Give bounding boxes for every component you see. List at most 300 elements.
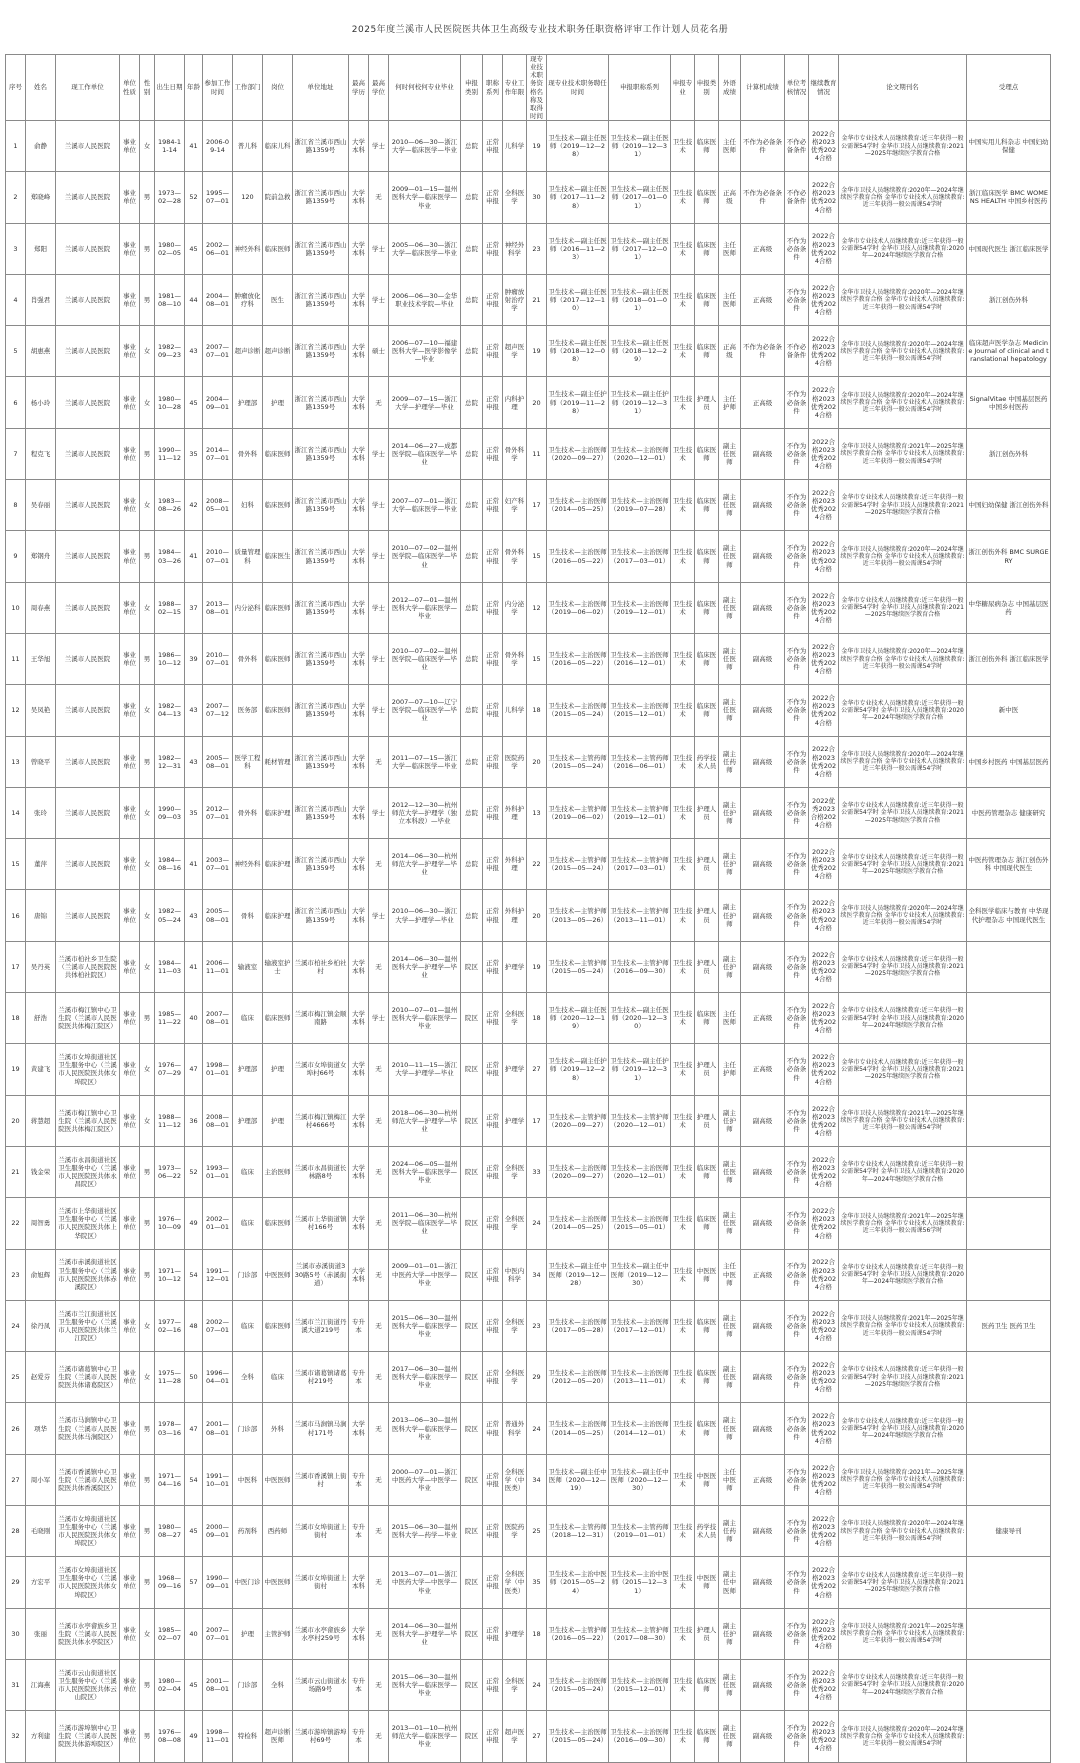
table-cell: 卫生技术 xyxy=(671,377,695,428)
table-cell: 卫生技术—主管护师（2020—09—27） xyxy=(547,1095,609,1146)
table-cell: 43 xyxy=(185,736,203,787)
table-cell: 卫生技术—主治医师（2017—03—01） xyxy=(609,531,671,582)
table-cell: 中医医师 xyxy=(695,1557,719,1608)
table-cell: 2014—06—30—温州医科大学—护理学—毕业 xyxy=(389,941,461,992)
table-cell: 男 xyxy=(140,1711,155,1762)
table-cell: 不作为必备条件 xyxy=(785,1300,809,1351)
table-cell: 专升本 xyxy=(349,1454,369,1505)
table-cell: 临床医生 xyxy=(263,531,293,582)
table-cell: 临床医师 xyxy=(695,1711,719,1762)
table-cell: 金华市卫技人员继续教育:2020年—2024年继续医学教育合格 金华市专业技术人员继续教育:近三年获得一般公需课54学时 xyxy=(839,531,967,582)
table-cell: 1986—10—12 xyxy=(155,633,185,684)
table-cell: 护理部 xyxy=(233,1095,263,1146)
table-cell: 全科 xyxy=(233,1352,263,1403)
table-cell: 4 xyxy=(6,274,26,325)
table-cell: 事业单位 xyxy=(120,1352,140,1403)
table-cell: 男 xyxy=(140,633,155,684)
table-cell: 正常申报 xyxy=(483,1608,503,1659)
table-cell: 不作为必备条件 xyxy=(785,685,809,736)
table-cell: 1995—07—01 xyxy=(203,172,233,223)
table-cell: 卫生技术 xyxy=(671,1352,695,1403)
table-cell: 外科护理 xyxy=(503,787,527,838)
table-cell: 男 xyxy=(140,1198,155,1249)
table-cell: 护理学 xyxy=(503,1608,527,1659)
table-cell: 20 xyxy=(527,377,547,428)
table-cell: 临床儿科 xyxy=(263,121,293,172)
column-header: 申报类别 xyxy=(461,55,483,121)
table-cell: 副高级 xyxy=(741,1300,785,1351)
table-cell: 15 xyxy=(6,839,26,890)
table-cell xyxy=(967,1608,1051,1659)
table-cell: 29 xyxy=(527,1352,547,1403)
table-cell: 正高级 xyxy=(719,172,741,223)
table-cell: 临床医师 xyxy=(695,172,719,223)
table-cell: 卫生技术—副主任医师（2018—12—08） xyxy=(547,326,609,377)
table-cell: 骨外科学 xyxy=(503,531,527,582)
table-cell: 浙江省兰溪市西山路1359号 xyxy=(293,121,349,172)
table-cell: 事业单位 xyxy=(120,1659,140,1710)
table-cell: 兰溪市女埠街道上街村 xyxy=(293,1506,349,1557)
table-cell: 正常申报 xyxy=(483,274,503,325)
table-cell: 护理人员 xyxy=(695,377,719,428)
table-cell: 不作为必备条件 xyxy=(741,121,785,172)
table-cell: 15 xyxy=(527,633,547,684)
table-cell: 浙江创伤外科 浙江临床医学 xyxy=(967,633,1051,684)
table-cell: 41 xyxy=(185,121,203,172)
table-cell: 临床超声医学杂志 Medicine Journal of clinical and translational hepatology xyxy=(967,326,1051,377)
table-cell: 院区 xyxy=(461,1300,483,1351)
table-cell: 2022合格2023优秀2024合格 xyxy=(809,633,839,684)
table-cell: 不作为必备条件 xyxy=(785,839,809,890)
table-cell: 大学本科 xyxy=(349,223,369,274)
table-cell: 兰溪市人民医院 xyxy=(56,582,120,633)
table-cell: 临床医师 xyxy=(263,428,293,479)
table-cell: 金华市专业技术人员继续教育:近三年获得一般公需课54学时 金华市卫技人员继续教育:2020年—2024年继续医学教育合格 xyxy=(839,993,967,1044)
table-cell: 2003—07—01 xyxy=(203,839,233,890)
table-cell: 卫生技术—主治医师（2016—09—30） xyxy=(609,1711,671,1762)
table-cell: 卫生技术—主治医师（2020—12—01） xyxy=(609,1146,671,1197)
table-cell: 不作必备条件 xyxy=(785,121,809,172)
table-cell: 女 xyxy=(140,377,155,428)
table-cell: 金华市专业技术人员继续教育:近三年获得一般公需课54学时 金华市卫技人员继续教育:2021—2025年继续医学教育合格 xyxy=(839,1557,967,1608)
table-cell: 门诊部 xyxy=(233,1659,263,1710)
table-cell: 卫生技术—主管护师（2015—05—24） xyxy=(547,839,609,890)
table-cell: 骨外科 xyxy=(233,633,263,684)
table-cell: 无 xyxy=(369,736,389,787)
table-cell: 卫生技术 xyxy=(671,736,695,787)
table-cell: 正常申报 xyxy=(483,172,503,223)
table-cell: 临床医师 xyxy=(695,1300,719,1351)
table-cell: 浙江省兰溪市西山路1359号 xyxy=(293,377,349,428)
table-cell xyxy=(967,1659,1051,1710)
table-row xyxy=(6,121,1080,172)
table-cell: 兰溪市水亭畲族乡卫生院（兰溪市人民医院医共体水亭院区） xyxy=(56,1608,120,1659)
table-cell: 1976—08—08 xyxy=(155,1711,185,1762)
table-cell: 总院 xyxy=(461,326,483,377)
table-cell: 金华市卫技人员继续教育:2020年—2024年继续医学教育合格 金华市专业技术人员继续教育:近三年获得一般公需课54学时 xyxy=(839,326,967,377)
table-row xyxy=(6,1249,1080,1300)
table-cell: 中国现代医生 浙江临床医学 xyxy=(967,223,1051,274)
table-cell: 副高级 xyxy=(741,582,785,633)
table-cell: 1991—10—01 xyxy=(203,1454,233,1505)
table-cell: 12 xyxy=(527,582,547,633)
table-cell: 男 xyxy=(140,428,155,479)
table-cell: 1978—03—16 xyxy=(155,1403,185,1454)
table-cell: 内分泌学 xyxy=(503,582,527,633)
table-cell: 卫生技术—主管护师（2019—06—02） xyxy=(547,787,609,838)
table-cell: 护理人员 xyxy=(695,1608,719,1659)
table-cell: 女 xyxy=(140,326,155,377)
table-cell: 兰溪市女埠街道上街村 xyxy=(293,1557,349,1608)
table-cell: 2022合格2023优秀2024合格 xyxy=(809,1454,839,1505)
table-cell: 不作为必备条件 xyxy=(785,633,809,684)
table-cell: 2017—06—30—温州医科大学—临床医学—毕业 xyxy=(389,1352,461,1403)
table-cell: 47 xyxy=(185,1044,203,1095)
table-cell: 临床医师 xyxy=(695,480,719,531)
table-cell: 临床医师 xyxy=(695,274,719,325)
table-cell: 正高级 xyxy=(741,1454,785,1505)
table-cell: 正常申报 xyxy=(483,531,503,582)
table-cell: 2009—01—15—温州医科大学—临床医学—毕业 xyxy=(389,172,461,223)
table-row xyxy=(6,1352,1080,1403)
table-cell: 副主任医师 xyxy=(719,1711,741,1762)
table-cell: 兰溪市梅江镇中心卫生院（兰溪市人民医院医共体梅江院区） xyxy=(56,1095,120,1146)
table-cell: 副高级 xyxy=(741,1506,785,1557)
table-cell: 金华市专业技术人员继续教育:近三年获得一般公需课54学时 金华市卫技人员继续教育:2021—2025年继续医学教育合格 xyxy=(839,1352,967,1403)
table-cell: 13 xyxy=(6,736,26,787)
table-cell: 35 xyxy=(185,428,203,479)
table-cell: 34 xyxy=(527,1454,547,1505)
column-header: 申报职称系列 xyxy=(609,55,671,121)
table-cell: 兰溪市女埠街道社区卫生服务中心（兰溪市人民医院医共体女埠院区） xyxy=(56,1044,120,1095)
table-cell: 兰溪市赤溪街道330路5号（赤溪街道） xyxy=(293,1249,349,1300)
table-cell xyxy=(967,1095,1051,1146)
table-cell: 2022合格2023优秀2024合格 xyxy=(809,1095,839,1146)
table-cell: 2006-09-14 xyxy=(203,121,233,172)
table-cell: 中国妇幼保健 浙江创伤外科 xyxy=(967,480,1051,531)
table-cell: 18 xyxy=(527,1608,547,1659)
table-cell: 全科医学（中医类） xyxy=(503,1557,527,1608)
table-cell: 总院 xyxy=(461,172,483,223)
table-cell: 卫生技术—主管药师（2015—05—24） xyxy=(547,736,609,787)
table-cell: 22 xyxy=(6,1198,26,1249)
table-cell: 2012—12—30—杭州师范大学—护理学（独立本科段）—毕业 xyxy=(389,787,461,838)
table-cell: 门诊部 xyxy=(233,1249,263,1300)
table-cell: 唐锦 xyxy=(26,890,56,941)
table-cell: 正常申报 xyxy=(483,1659,503,1710)
table-cell: 19 xyxy=(6,1044,26,1095)
table-cell: 学士 xyxy=(369,685,389,736)
table-cell: 金华市卫技人员继续教育:2021年—2025年继续医学教育合格 金华市专业技术人员继续教育:近三年获得一般公需课54学时 xyxy=(839,428,967,479)
table-row xyxy=(6,531,1080,582)
table-cell: 卫生技术 xyxy=(671,1146,695,1197)
table-cell: 临床医师 xyxy=(695,1146,719,1197)
column-header: 参加工作时间 xyxy=(203,55,233,121)
table-cell: 方宏平 xyxy=(26,1557,56,1608)
table-cell: 兰溪市诸葛镇诸葛村219号 xyxy=(293,1352,349,1403)
table-cell: 俞旭辉 xyxy=(26,1249,56,1300)
column-header: 现工作单位 xyxy=(56,55,120,121)
table-cell: 不作为必备条件 xyxy=(785,1659,809,1710)
table-cell: 金华市卫技人员继续教育:2021年—2025年继续医学教育合格 金华市专业技术人员继续教育:近三年获得一般公需课56学时 xyxy=(839,1198,967,1249)
table-cell: 院区 xyxy=(461,1557,483,1608)
table-cell: 钱金荣 xyxy=(26,1146,56,1197)
table-cell: 兰溪市诸葛镇中心卫生院（兰溪市人民医院医共体诸葛院区） xyxy=(56,1352,120,1403)
table-cell: 卫生技术—副主任护师（2019—12—31） xyxy=(609,1044,671,1095)
table-cell: 卫生技术 xyxy=(671,121,695,172)
table-cell: 2022合格2023优秀2024合格 xyxy=(809,531,839,582)
table-cell: 副主任医师 xyxy=(719,480,741,531)
table-cell: 金华市专业技术人员继续教育:近三年获得一般公需课54学时 金华市卫技人员继续教育:2020年—2024年继续医学教育合格 xyxy=(839,1659,967,1710)
table-cell: 副高级 xyxy=(741,1403,785,1454)
table-cell: 无 xyxy=(369,1095,389,1146)
table-cell: 男 xyxy=(140,993,155,1044)
table-cell: 1988—02—15 xyxy=(155,582,185,633)
table-cell: 兰溪市上华街道社区卫生服务中心（兰溪市人民医院医共体上华院区） xyxy=(56,1198,120,1249)
table-cell: 大学本科 xyxy=(349,582,369,633)
table-cell: 肿瘤放射治疗学 xyxy=(503,274,527,325)
table-cell: 卫生技术—主治医师（2019—06—02） xyxy=(547,582,609,633)
table-cell: 门诊部 xyxy=(233,1403,263,1454)
table-cell: 院区 xyxy=(461,941,483,992)
column-header: 现专业技术职务资格名称及取得时间 xyxy=(527,55,547,121)
table-cell: 49 xyxy=(185,1711,203,1762)
table-cell: 卫生技术—主治医师（2020—12—01） xyxy=(609,428,671,479)
table-cell: 大学本科 xyxy=(349,890,369,941)
table-cell: 2010—07—02—温州医学院—临床医学—毕业 xyxy=(389,531,461,582)
table-cell: 金华市专业技术人员继续教育:近三年获得一般公需课54学时 金华市卫技人员继续教育:2021—2025年继续医学教育合格 xyxy=(839,121,967,172)
table-cell: 2015—06—30—温州医科大学—药学—毕业 xyxy=(389,1506,461,1557)
table-cell: 中医医师 xyxy=(263,1454,293,1505)
table-cell: 1996—04—01 xyxy=(203,1352,233,1403)
table-cell: 兰溪市兰江街道社区卫生服务中心（兰溪市人民医院医共体兰江院区） xyxy=(56,1300,120,1351)
table-cell: 事业单位 xyxy=(120,1198,140,1249)
table-cell: 14 xyxy=(6,787,26,838)
table-cell: 卫生技术—副主任中医师（2020—12—30） xyxy=(609,1454,671,1505)
table-cell: 院区 xyxy=(461,993,483,1044)
table-cell: 专升本 xyxy=(349,1711,369,1762)
table-row xyxy=(6,377,1080,428)
table-cell: 副主任中医师 xyxy=(719,1557,741,1608)
table-cell: 43 xyxy=(185,685,203,736)
table-cell: 浙江省兰溪市西山路1359号 xyxy=(293,787,349,838)
table-cell: 金华市卫技人员继续教育:2021年—2025年继续医学教育合格 金华市专业技术人员继续教育:近三年获得一般公需课54学时 xyxy=(839,1608,967,1659)
table-row xyxy=(6,326,1080,377)
table-cell: 程克飞 xyxy=(26,428,56,479)
table-cell: 专升本 xyxy=(349,1659,369,1710)
table-cell: 副主任医师 xyxy=(719,633,741,684)
table-cell: 大学本科 xyxy=(349,121,369,172)
table-cell: 副高级 xyxy=(741,428,785,479)
table-cell: 临床医师 xyxy=(263,993,293,1044)
table-cell: 儿科学 xyxy=(503,685,527,736)
table-cell: 新中医 xyxy=(967,685,1051,736)
table-cell: 无 xyxy=(369,839,389,890)
table-cell: 15 xyxy=(527,531,547,582)
table-cell: 女 xyxy=(140,839,155,890)
table-cell: 金华市专业技术人员继续教育:近三年获得一般公需课54学时 金华市卫技人员继续教育:2021—2025年继续医学教育合格 xyxy=(839,480,967,531)
table-cell: 不作为必备条件 xyxy=(785,1146,809,1197)
table-cell: 无 xyxy=(369,1608,389,1659)
table-cell xyxy=(967,1352,1051,1403)
table-cell: 内分泌科 xyxy=(233,582,263,633)
table-row xyxy=(6,633,1080,684)
table-cell: 41 xyxy=(185,531,203,582)
table-cell: 金华市卫技人员继续教育:2020年—2024年继续医学教育合格 金华市专业技术人员继续教育:近三年获得一般公需课54学时 xyxy=(839,633,967,684)
table-cell: 19 xyxy=(527,121,547,172)
table-cell: 临床医师 xyxy=(695,121,719,172)
table-cell: 1990—09—01 xyxy=(203,1557,233,1608)
table-cell: 2007—07—01 xyxy=(203,326,233,377)
table-cell: 兰溪市人民医院 xyxy=(56,890,120,941)
table-cell: 2022合格2023优秀2024合格 xyxy=(809,890,839,941)
table-row xyxy=(6,1300,1080,1351)
table-cell: 医药卫生 医药卫生 xyxy=(967,1300,1051,1351)
table-cell: 卫生技术—主治医师（2015—05—24） xyxy=(547,685,609,736)
table-cell: 护理人员 xyxy=(695,1095,719,1146)
table-row xyxy=(6,582,1080,633)
table-cell: 事业单位 xyxy=(120,172,140,223)
table-cell: 21 xyxy=(527,274,547,325)
table-row xyxy=(6,1454,1080,1505)
table-cell: 大学本科 xyxy=(349,1249,369,1300)
table-cell: 神经外科学 xyxy=(503,223,527,274)
table-cell: 大学本科 xyxy=(349,1146,369,1197)
table-cell: 兰溪市上华街道镇村166号 xyxy=(293,1198,349,1249)
table-cell: 卫生技术—主治医师（2020—09—27） xyxy=(547,428,609,479)
table-cell: 院区 xyxy=(461,1506,483,1557)
table-cell: 40 xyxy=(185,993,203,1044)
table-cell: 卫生技术 xyxy=(671,428,695,479)
table-cell: 中医药管理杂志 浙江创伤外科 中国现代医生 xyxy=(967,839,1051,890)
table-cell: 妇科 xyxy=(233,480,263,531)
table-cell: 卫生技术—副主任医师（2019—12—28） xyxy=(547,121,609,172)
table-cell: 21 xyxy=(6,1146,26,1197)
table-cell: 34 xyxy=(527,1249,547,1300)
table-cell: 2015—06—30—温州医科大学—临床医学—毕业 xyxy=(389,1659,461,1710)
table-cell: 临床 xyxy=(233,993,263,1044)
table-cell: 大学本科 xyxy=(349,736,369,787)
table-cell: 西药师 xyxy=(263,1506,293,1557)
table-cell: 卫生技术 xyxy=(671,326,695,377)
table-cell: 2000—07—01—浙江中医药大学—中医学—毕业 xyxy=(389,1454,461,1505)
table-cell: 妇产科学 xyxy=(503,480,527,531)
table-cell: 临床医师 xyxy=(695,428,719,479)
table-row xyxy=(6,274,1080,325)
table-cell: 20 xyxy=(527,736,547,787)
table-cell: 卫生技术—主治医师（2020—09—27） xyxy=(547,1146,609,1197)
table-cell: 2022合格2023优秀2024合格 xyxy=(809,1608,839,1659)
table-cell: 48 xyxy=(185,1300,203,1351)
table-cell: 8 xyxy=(6,480,26,531)
table-cell: 2022合格2023优秀2024合格 xyxy=(809,1711,839,1762)
table-cell: 院区 xyxy=(461,1711,483,1762)
table-cell: 骨外科 xyxy=(233,428,263,479)
table-cell: 超声诊断 xyxy=(263,326,293,377)
table-cell: 1990—09—03 xyxy=(155,787,185,838)
table-cell: 卫生技术—副主任中医师（2019—12—28） xyxy=(547,1249,609,1300)
table-cell: 20 xyxy=(6,1095,26,1146)
table-cell: 2022合格2023优秀2024合格 xyxy=(809,326,839,377)
table-cell: 事业单位 xyxy=(120,993,140,1044)
table-cell: 特检科 xyxy=(233,1711,263,1762)
table-cell: 35 xyxy=(185,787,203,838)
table-cell: 卫生技术 xyxy=(671,633,695,684)
table-cell: 院区 xyxy=(461,1044,483,1095)
table-cell: 42 xyxy=(185,480,203,531)
table-cell: 1984—11—03 xyxy=(155,941,185,992)
table-cell: 无 xyxy=(369,1659,389,1710)
table-cell: 事业单位 xyxy=(120,787,140,838)
table-cell: 院区 xyxy=(461,1249,483,1300)
table-cell: 兰溪市人民医院 xyxy=(56,121,120,172)
column-header: 计算机成绩 xyxy=(741,55,785,121)
table-cell: 兰溪市游埠镇中心卫生院（兰溪市人民医院医共体游埠院区） xyxy=(56,1711,120,1762)
table-cell: 24 xyxy=(527,1403,547,1454)
table-cell: 全科 xyxy=(263,1659,293,1710)
table-cell: 52 xyxy=(185,172,203,223)
table-cell: 卫生技术 xyxy=(671,274,695,325)
table-cell: 事业单位 xyxy=(120,1454,140,1505)
table-cell: 卫生技术—副主任护师（2019—11—28） xyxy=(547,377,609,428)
table-cell: 2022合格2023优秀2024合格 xyxy=(809,172,839,223)
table-cell: 金华市专业技术人员继续教育:近三年获得一般公需课54学时 金华市卫技人员继续教育:2020年—2024年继续医学教育合格 xyxy=(839,1249,967,1300)
table-row xyxy=(6,890,1080,941)
table-cell: 2022合格2023优秀2024合格 xyxy=(809,480,839,531)
table-cell: 男 xyxy=(140,1659,155,1710)
table-cell xyxy=(967,1198,1051,1249)
table-cell: 卫生技术—副主任医师（2020—12—19） xyxy=(547,993,609,1044)
table-cell: 院区 xyxy=(461,1403,483,1454)
table-cell: 2006—06—30—金华职业技术学院—毕业 xyxy=(389,274,461,325)
table-cell: 副主任医师 xyxy=(719,685,741,736)
table-cell: 事业单位 xyxy=(120,1249,140,1300)
table-cell: 兰溪市柏社乡卫生院（兰溪市人民医院医共体柏社院区） xyxy=(56,941,120,992)
table-cell: 无 xyxy=(369,1146,389,1197)
table-cell: 24 xyxy=(527,1198,547,1249)
table-cell: 不作必备条件 xyxy=(785,326,809,377)
table-cell: 卫生技术 xyxy=(671,1659,695,1710)
table-cell: 兰溪市人民医院 xyxy=(56,172,120,223)
table-cell: 无 xyxy=(369,172,389,223)
table-cell: 卫生技术 xyxy=(671,582,695,633)
table-cell: 浙江省兰溪市西山路1359号 xyxy=(293,582,349,633)
table-cell: 副主任护师 xyxy=(719,890,741,941)
roster-table xyxy=(5,54,1080,1763)
table-cell: 正常申报 xyxy=(483,1095,503,1146)
table-cell: 兰溪市兰江街道丹溪大道219号 xyxy=(293,1300,349,1351)
table-cell: 兰溪市柏社乡柏社村 xyxy=(293,941,349,992)
table-cell: 2022合格2023优秀2024合格 xyxy=(809,1352,839,1403)
table-cell: 无 xyxy=(369,1454,389,1505)
table-cell: 卫生技术—主管护师（2017—03—01） xyxy=(609,839,671,890)
table-cell: 卫生技术 xyxy=(671,1044,695,1095)
table-cell: 副高级 xyxy=(741,685,785,736)
table-cell: 29 xyxy=(6,1557,26,1608)
table-cell: 卫生技术—主管护师（2017—08—30） xyxy=(609,1608,671,1659)
table-cell: 1976—07—29 xyxy=(155,1044,185,1095)
table-cell: 2022合格2023优秀2024合格 xyxy=(809,274,839,325)
table-cell: 2022合格2023优秀2024合格 xyxy=(809,1146,839,1197)
table-cell xyxy=(967,941,1051,992)
table-cell: 36 xyxy=(185,1095,203,1146)
table-cell: 卫生技术—主治医师（2014—05—25） xyxy=(547,1403,609,1454)
table-cell: 神经外科 xyxy=(233,223,263,274)
table-cell: 49 xyxy=(185,1198,203,1249)
table-cell: 兰溪市人民医院 xyxy=(56,531,120,582)
table-cell: 正高级 xyxy=(741,223,785,274)
table-cell: 兰溪市人民医院 xyxy=(56,480,120,531)
